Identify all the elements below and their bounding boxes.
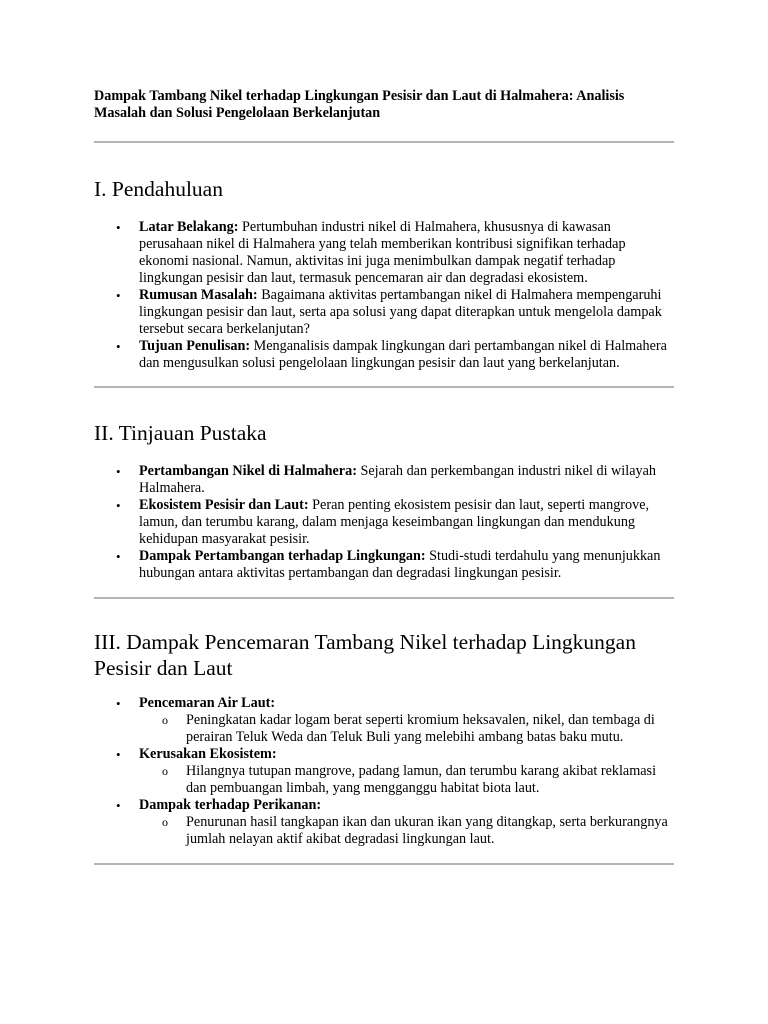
sub-item-text: Hilangnya tutupan mangrove, padang lamun, dan terumbu karang akibat reklamasi dan pembuangan limbah, yang mengganggu habitat biota laut. [186,763,657,796]
section-heading-dampak-pencemaran: III. Dampak Pencemaran Tambang Nikel terhadap Lingkungan Pesisir dan Laut [94,630,636,680]
item-term: Kerusakan Ekosistem: [139,746,277,762]
bullet-list [94,219,674,372]
sub-bullet-icon: o [162,713,168,727]
list-item [94,463,674,497]
item-term: Pertambangan Nikel di Halmahera: [139,463,357,479]
section-heading-pendahuluan: I. Pendahuluan [94,177,223,201]
bullet-icon: • [116,549,121,564]
item-text: Bagaimana aktivitas pertambangan nikel di Halmahera mempengaruhi lingkungan pesisir dan laut, serta apa solusi yang dapat diterapkan untuk mengelola dampak tersebut secara berkelanjutan? [139,287,662,337]
item-term: Ekosistem Pesisir dan Laut: [139,497,309,513]
item-text: Menganalisis dampak lingkungan dari pertambangan nikel di Halmahera dan mengusulkan solusi pengelolaan lingkungan pesisir dan laut yang berkelanjutan. [139,338,667,371]
bullet-icon: • [116,798,121,813]
list-item [94,497,674,548]
item-term: Latar Belakang: [139,219,239,235]
sub-list-item [139,814,674,848]
sub-item-text: Peningkatan kadar logam berat seperti kromium heksavalen, nikel, dan tembaga di perairan Teluk Weda dan Teluk Buli yang melebihi ambang batas baku mutu. [186,712,655,745]
divider [94,597,674,599]
divider [94,386,674,388]
item-term: Dampak terhadap Perikanan: [139,797,322,813]
sub-item-text: Penurunan hasil tangkapan ikan dan ukuran ikan yang ditangkap, serta berkurangnya jumlah nelayan aktif akibat degradasi lingkungan laut. [186,814,668,847]
bullet-icon: • [116,696,121,711]
bullet-icon: • [116,464,121,479]
sub-list [139,763,674,797]
document-title: Dampak Tambang Nikel terhadap Lingkungan Pesisir dan Laut di Halmahera: Analisis Masalah dan Solusi Pengelolaan Berkelanjutan [94,88,625,121]
list-item [94,338,674,372]
divider [94,863,674,865]
bullet-icon: • [116,220,121,235]
sub-list-item [139,763,674,797]
section-heading-tinjauan-pustaka: II. Tinjauan Pustaka [94,421,267,445]
item-text: Sejarah dan perkembangan industri nikel di wilayah Halmahera. [139,463,656,496]
list-item [94,746,674,797]
bullet-list [94,463,674,582]
item-term: Rumusan Masalah: [139,287,258,303]
item-text: Studi-studi terdahulu yang menunjukkan hubungan antara aktivitas pertambangan dan degradasi lingkungan pesisir. [139,548,661,581]
bullet-icon: • [116,339,121,354]
bullet-list [94,695,674,848]
item-text: Pertumbuhan industri nikel di Halmahera, khususnya di kawasan perusahaan nikel di Halmahera yang telah memberikan kontribusi signifikan terhadap ekonomi nasional. Namun, aktivitas ini juga menimbulkan dampak negatif terhadap lingkungan pesisir dan laut, termasuk pencemaran air dan degradasi ekosistem. [139,219,626,286]
sub-list-item [139,712,674,746]
divider [94,141,674,143]
sub-list [139,814,674,848]
item-term: Pencemaran Air Laut: [139,695,276,711]
list-item [94,695,674,746]
list-item [94,219,674,287]
item-text: Peran penting ekosistem pesisir dan laut, seperti mangrove, lamun, dan terumbu karang, dalam menjaga keseimbangan lingkungan dan mendukung kehidupan masyarakat pesisir. [139,497,650,547]
sub-bullet-icon: o [162,764,168,778]
sub-list [139,712,674,746]
bullet-icon: • [116,498,121,513]
item-term: Tujuan Penulisan: [139,338,251,354]
list-item [94,548,674,582]
bullet-icon: • [116,747,121,762]
list-item [94,287,674,338]
bullet-icon: • [116,288,121,303]
item-term: Dampak Pertambangan terhadap Lingkungan: [139,548,426,564]
list-item [94,797,674,848]
sub-bullet-icon: o [162,815,168,829]
